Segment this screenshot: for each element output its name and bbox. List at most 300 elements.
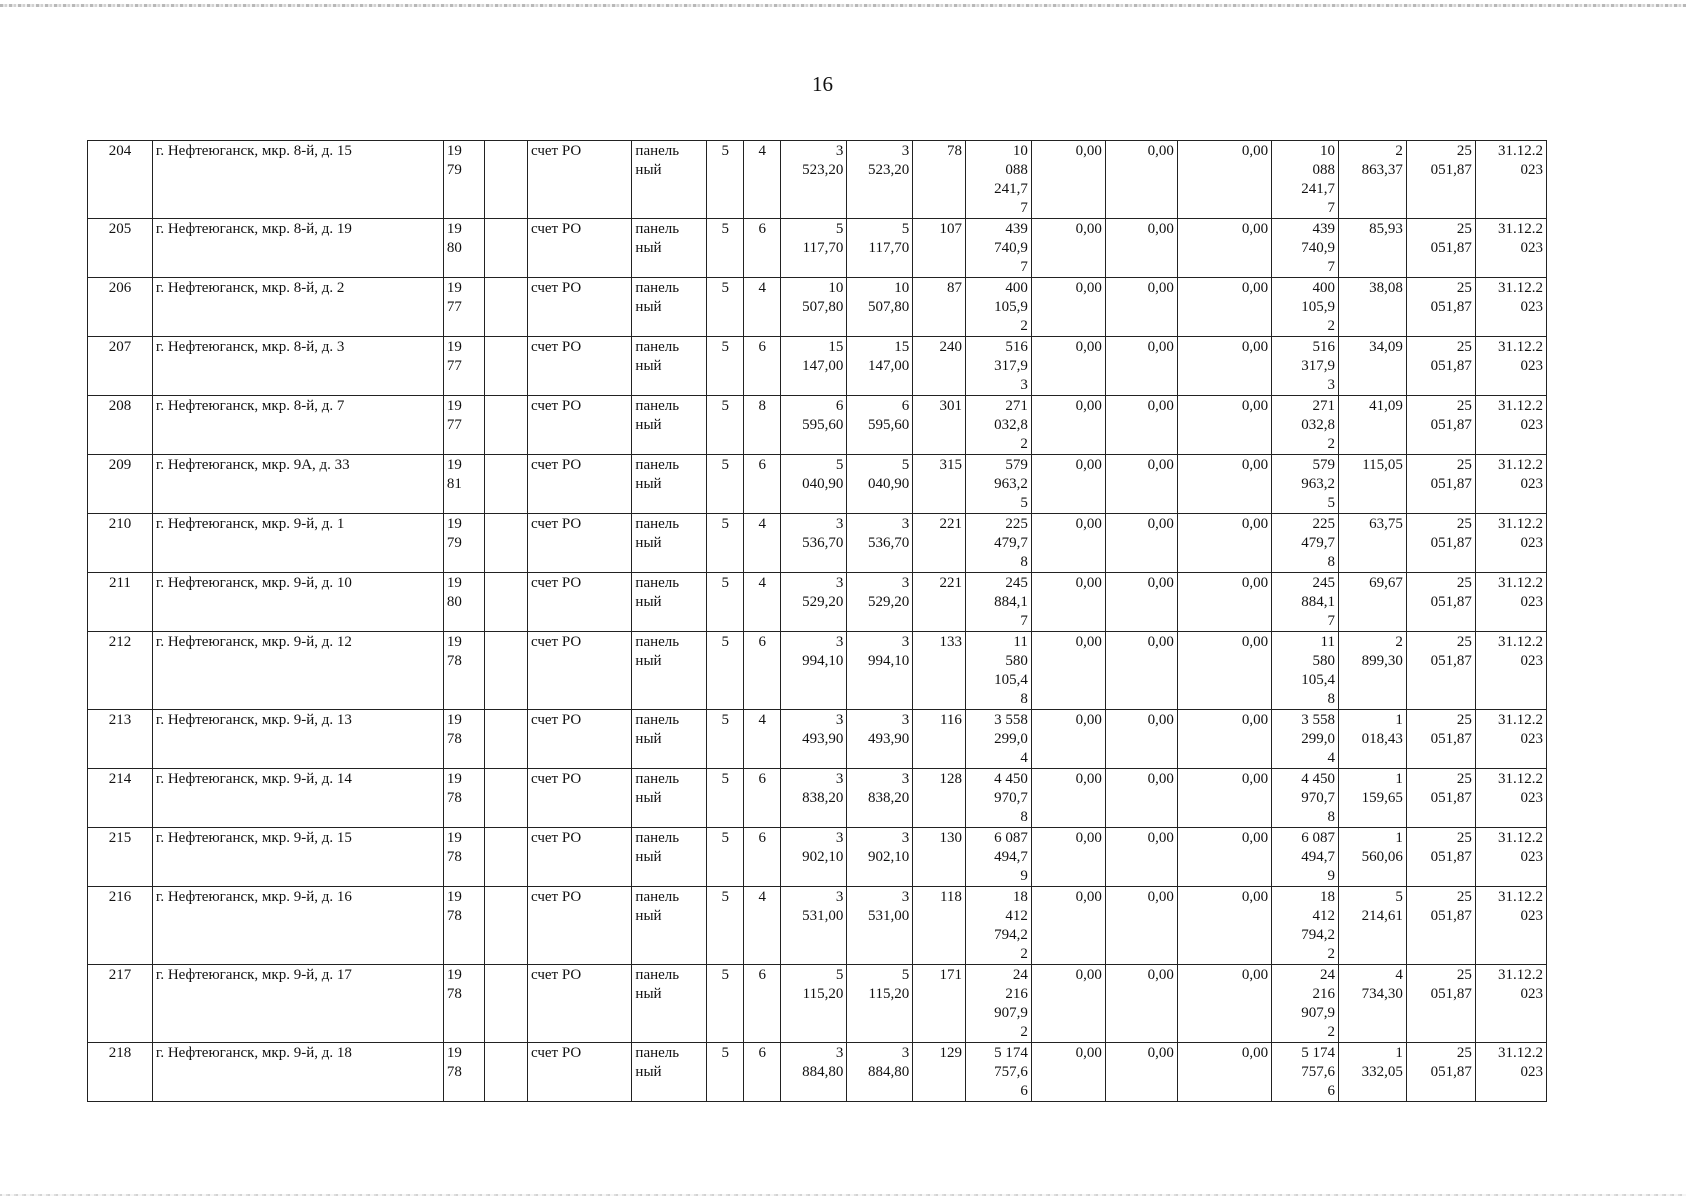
fund-source-1-cell [1031, 1043, 1105, 1102]
row-number-cell [88, 573, 153, 632]
funding-method-cell [528, 710, 632, 769]
repair-cost-cell [965, 219, 1031, 278]
fund-source-2-cell [1105, 219, 1177, 278]
table-row [88, 219, 1547, 278]
residents-text: 133 [939, 634, 962, 650]
funding-method-text: счет РО [531, 280, 582, 296]
wall-material-text: панель ный [635, 830, 680, 865]
funding-method-text: счет РО [531, 1045, 582, 1061]
planned-date-cell [1475, 514, 1546, 573]
planned-date-text: 31.12.2 023 [1498, 143, 1543, 178]
row-number-text: 208 [108, 398, 132, 414]
planned-date-text: 31.12.2 023 [1498, 221, 1543, 256]
total-area-cell [781, 769, 847, 828]
residents-text: 78 [946, 143, 962, 159]
funding-method-cell [528, 278, 632, 337]
living-area-text: 5 115,20 [868, 967, 910, 1002]
address-text: г. Нефтеюганск, мкр. 9-й, д. 10 [155, 575, 352, 591]
fund-source-1-cell [1031, 710, 1105, 769]
fund-source-3-text: 0,00 [1241, 575, 1269, 591]
address-text: г. Нефтеюганск, мкр. 8-й, д. 3 [155, 339, 345, 355]
owners-funds-cell [1272, 1043, 1339, 1102]
cost-limit-cell [1406, 887, 1475, 965]
specific-cost-text: 1 332,05 [1361, 1045, 1403, 1080]
floors-text: 5 [721, 516, 729, 532]
floors-cell [707, 573, 744, 632]
row-number-text: 213 [108, 712, 132, 728]
total-area-cell [781, 887, 847, 965]
specific-cost-cell [1339, 396, 1407, 455]
row-number-text: 218 [108, 1045, 132, 1061]
wall-material-text: панель ный [635, 143, 680, 178]
fund-source-1-cell [1031, 278, 1105, 337]
planned-date-cell [1475, 828, 1546, 887]
fund-source-1-text: 0,00 [1075, 712, 1102, 728]
owners-funds-cell [1272, 514, 1339, 573]
entrances-text: 6 [758, 771, 766, 787]
specific-cost-cell [1339, 219, 1407, 278]
fund-source-1-text: 0,00 [1075, 143, 1102, 159]
fund-source-2-text: 0,00 [1147, 771, 1174, 787]
address-cell [152, 396, 443, 455]
living-area-text: 3 493,90 [867, 712, 910, 747]
repair-cost-cell [965, 455, 1031, 514]
cost-limit-cell [1406, 219, 1475, 278]
planned-date-cell [1475, 1043, 1546, 1102]
cost-limit-text: 25 051,87 [1430, 339, 1472, 374]
fund-source-3-cell [1177, 573, 1271, 632]
living-area-cell [847, 632, 913, 710]
address-cell [152, 455, 443, 514]
cost-limit-cell [1406, 965, 1475, 1043]
year-built-cell [443, 396, 485, 455]
specific-cost-cell [1339, 769, 1407, 828]
address-cell [152, 337, 443, 396]
year-built-text: 19 78 [446, 634, 462, 669]
floors-cell [707, 632, 744, 710]
owners-funds-text: 271 032,8 2 [1301, 398, 1335, 452]
entrances-cell [743, 219, 781, 278]
specific-cost-text: 1 018,43 [1361, 712, 1403, 747]
year-built-cell [443, 632, 485, 710]
owners-funds-cell [1272, 632, 1339, 710]
fund-source-3-text: 0,00 [1241, 830, 1269, 846]
residents-cell [913, 219, 966, 278]
owners-funds-cell [1272, 710, 1339, 769]
cost-limit-cell [1406, 278, 1475, 337]
scan-edge-top [0, 4, 1686, 7]
funding-method-text: счет РО [531, 575, 582, 591]
fund-source-2-text: 0,00 [1147, 457, 1174, 473]
total-area-cell [781, 828, 847, 887]
fund-source-2-text: 0,00 [1147, 143, 1174, 159]
page-number: 16 [812, 72, 833, 96]
address-text: г. Нефтеюганск, мкр. 9А, д. 33 [155, 457, 350, 473]
specific-cost-text: 1 159,65 [1361, 771, 1403, 806]
row-number-text: 204 [108, 143, 132, 159]
floors-text: 5 [721, 280, 729, 296]
row-number-cell [88, 828, 153, 887]
wall-material-cell [632, 887, 707, 965]
row-number-cell [88, 965, 153, 1043]
repair-cost-cell [965, 965, 1031, 1043]
planned-date-text: 31.12.2 023 [1498, 830, 1543, 865]
residents-text: 221 [939, 516, 962, 532]
owners-funds-text: 579 963,2 5 [1301, 457, 1335, 511]
empty-cell [485, 514, 528, 573]
planned-date-text: 31.12.2 023 [1498, 280, 1543, 315]
residents-cell [913, 455, 966, 514]
housing-registry-table [87, 140, 1547, 1102]
fund-source-3-text: 0,00 [1241, 280, 1269, 296]
living-area-cell [847, 219, 913, 278]
specific-cost-cell [1339, 514, 1407, 573]
fund-source-3-cell [1177, 219, 1271, 278]
fund-source-1-cell [1031, 337, 1105, 396]
entrances-cell [743, 769, 781, 828]
floors-text: 5 [721, 830, 729, 846]
floors-cell [707, 396, 744, 455]
entrances-cell [743, 141, 781, 219]
wall-material-cell [632, 455, 707, 514]
repair-cost-text: 225 479,7 8 [994, 516, 1028, 570]
owners-funds-text: 6 087 494,7 9 [1301, 830, 1335, 884]
repair-cost-text: 6 087 494,7 9 [994, 830, 1028, 884]
cost-limit-text: 25 051,87 [1430, 634, 1472, 669]
fund-source-3-cell [1177, 514, 1271, 573]
fund-source-3-text: 0,00 [1241, 457, 1269, 473]
owners-funds-text: 18 412 794,2 2 [1301, 889, 1335, 962]
fund-source-3-text: 0,00 [1241, 339, 1269, 355]
fund-source-1-text: 0,00 [1075, 830, 1102, 846]
owners-funds-cell [1272, 573, 1339, 632]
total-area-cell [781, 632, 847, 710]
floors-cell [707, 337, 744, 396]
total-area-text: 5 115,20 [802, 967, 844, 1002]
row-number-cell [88, 141, 153, 219]
owners-funds-cell [1272, 887, 1339, 965]
floors-text: 5 [721, 143, 729, 159]
living-area-cell [847, 965, 913, 1043]
year-built-cell [443, 573, 485, 632]
cost-limit-cell [1406, 337, 1475, 396]
fund-source-1-cell [1031, 573, 1105, 632]
funding-method-text: счет РО [531, 967, 582, 983]
specific-cost-text: 5 214,61 [1361, 889, 1403, 924]
fund-source-1-cell [1031, 396, 1105, 455]
floors-text: 5 [721, 771, 729, 787]
residents-cell [913, 828, 966, 887]
fund-source-1-text: 0,00 [1075, 221, 1102, 237]
living-area-cell [847, 396, 913, 455]
total-area-text: 3 493,90 [802, 712, 844, 747]
residents-cell [913, 632, 966, 710]
entrances-text: 4 [758, 575, 766, 591]
owners-funds-text: 516 317,9 3 [1301, 339, 1335, 393]
planned-date-text: 31.12.2 023 [1498, 712, 1543, 747]
fund-source-1-text: 0,00 [1075, 516, 1102, 532]
living-area-text: 15 147,00 [867, 339, 910, 374]
residents-cell [913, 514, 966, 573]
funding-method-text: счет РО [531, 516, 582, 532]
total-area-cell [781, 573, 847, 632]
row-number-text: 217 [108, 967, 132, 983]
specific-cost-text: 41,09 [1369, 398, 1403, 414]
floors-cell [707, 514, 744, 573]
planned-date-text: 31.12.2 023 [1498, 967, 1543, 1002]
year-built-text: 19 81 [446, 457, 462, 492]
funding-method-cell [528, 965, 632, 1043]
residents-cell [913, 1043, 966, 1102]
fund-source-3-text: 0,00 [1241, 634, 1269, 650]
specific-cost-text: 2 899,30 [1361, 634, 1403, 669]
fund-source-2-cell [1105, 141, 1177, 219]
living-area-text: 3 902,10 [867, 830, 910, 865]
fund-source-1-cell [1031, 514, 1105, 573]
entrances-text: 6 [758, 830, 766, 846]
address-text: г. Нефтеюганск, мкр. 9-й, д. 16 [155, 889, 352, 905]
owners-funds-cell [1272, 219, 1339, 278]
fund-source-1-text: 0,00 [1075, 575, 1102, 591]
year-built-cell [443, 219, 485, 278]
fund-source-3-cell [1177, 455, 1271, 514]
floors-text: 5 [721, 398, 729, 414]
floors-cell [707, 828, 744, 887]
funding-method-text: счет РО [531, 143, 582, 159]
total-area-cell [781, 141, 847, 219]
fund-source-2-text: 0,00 [1147, 967, 1174, 983]
living-area-text: 5 040,90 [867, 457, 910, 492]
planned-date-text: 31.12.2 023 [1498, 634, 1543, 669]
fund-source-1-text: 0,00 [1075, 398, 1102, 414]
specific-cost-text: 1 560,06 [1361, 830, 1403, 865]
empty-cell [485, 141, 528, 219]
fund-source-3-text: 0,00 [1241, 221, 1269, 237]
owners-funds-text: 5 174 757,6 6 [1301, 1045, 1335, 1099]
table-row [88, 710, 1547, 769]
fund-source-3-cell [1177, 965, 1271, 1043]
empty-cell [485, 710, 528, 769]
empty-cell [485, 219, 528, 278]
total-area-cell [781, 1043, 847, 1102]
planned-date-cell [1475, 965, 1546, 1043]
year-built-cell [443, 514, 485, 573]
entrances-cell [743, 965, 781, 1043]
fund-source-2-text: 0,00 [1147, 830, 1174, 846]
owners-funds-text: 4 450 970,7 8 [1301, 771, 1335, 825]
owners-funds-text: 245 884,1 7 [1301, 575, 1335, 629]
cost-limit-text: 25 051,87 [1430, 457, 1472, 492]
entrances-cell [743, 278, 781, 337]
owners-funds-text: 3 558 299,0 4 [1301, 712, 1335, 766]
wall-material-cell [632, 141, 707, 219]
planned-date-text: 31.12.2 023 [1498, 339, 1543, 374]
fund-source-2-cell [1105, 455, 1177, 514]
cost-limit-text: 25 051,87 [1430, 967, 1472, 1002]
entrances-cell [743, 396, 781, 455]
repair-cost-cell [965, 573, 1031, 632]
living-area-cell [847, 769, 913, 828]
floors-text: 5 [721, 967, 729, 983]
table-row [88, 396, 1547, 455]
fund-source-3-cell [1177, 396, 1271, 455]
year-built-text: 19 78 [446, 830, 462, 865]
wall-material-text: панель ный [635, 221, 680, 256]
residents-text: 87 [946, 280, 962, 296]
year-built-cell [443, 1043, 485, 1102]
fund-source-2-text: 0,00 [1147, 712, 1174, 728]
funding-method-text: счет РО [531, 889, 582, 905]
fund-source-3-cell [1177, 769, 1271, 828]
total-area-text: 10 507,80 [802, 280, 844, 315]
row-number-cell [88, 710, 153, 769]
living-area-text: 3 531,00 [867, 889, 910, 924]
year-built-text: 19 77 [446, 398, 462, 433]
fund-source-2-cell [1105, 828, 1177, 887]
floors-text: 5 [721, 575, 729, 591]
entrances-text: 4 [758, 280, 766, 296]
cost-limit-text: 25 051,87 [1430, 516, 1472, 551]
row-number-text: 211 [108, 575, 131, 591]
planned-date-cell [1475, 455, 1546, 514]
entrances-text: 6 [758, 339, 766, 355]
entrances-text: 6 [758, 221, 766, 237]
year-built-cell [443, 337, 485, 396]
funding-method-cell [528, 828, 632, 887]
specific-cost-cell [1339, 828, 1407, 887]
address-cell [152, 710, 443, 769]
cost-limit-text: 25 051,87 [1430, 575, 1472, 610]
owners-funds-cell [1272, 828, 1339, 887]
fund-source-2-cell [1105, 887, 1177, 965]
empty-cell [485, 828, 528, 887]
entrances-cell [743, 887, 781, 965]
residents-text: 240 [939, 339, 962, 355]
empty-cell [485, 396, 528, 455]
repair-cost-cell [965, 828, 1031, 887]
planned-date-text: 31.12.2 023 [1498, 1045, 1543, 1080]
fund-source-2-cell [1105, 514, 1177, 573]
living-area-text: 3 994,10 [867, 634, 910, 669]
total-area-text: 5 117,70 [802, 221, 844, 256]
planned-date-text: 31.12.2 023 [1498, 575, 1543, 610]
year-built-cell [443, 887, 485, 965]
wall-material-cell [632, 573, 707, 632]
specific-cost-text: 2 863,37 [1361, 143, 1403, 178]
empty-cell [485, 278, 528, 337]
repair-cost-text: 10 088 241,7 7 [994, 143, 1028, 216]
fund-source-2-text: 0,00 [1147, 339, 1174, 355]
repair-cost-text: 3 558 299,0 4 [994, 712, 1028, 766]
funding-method-cell [528, 455, 632, 514]
address-text: г. Нефтеюганск, мкр. 9-й, д. 1 [155, 516, 345, 532]
year-built-cell [443, 455, 485, 514]
planned-date-cell [1475, 769, 1546, 828]
entrances-cell [743, 455, 781, 514]
total-area-cell [781, 278, 847, 337]
planned-date-cell [1475, 219, 1546, 278]
cost-limit-cell [1406, 396, 1475, 455]
living-area-text: 3 884,80 [867, 1045, 910, 1080]
floors-text: 5 [721, 889, 729, 905]
total-area-text: 3 536,70 [802, 516, 844, 551]
table-row [88, 514, 1547, 573]
fund-source-2-text: 0,00 [1147, 575, 1174, 591]
floors-text: 5 [721, 712, 729, 728]
fund-source-1-text: 0,00 [1075, 771, 1102, 787]
fund-source-3-text: 0,00 [1241, 143, 1269, 159]
living-area-cell [847, 1043, 913, 1102]
fund-source-2-text: 0,00 [1147, 221, 1174, 237]
wall-material-cell [632, 514, 707, 573]
wall-material-text: панель ный [635, 280, 680, 315]
fund-source-3-text: 0,00 [1241, 398, 1269, 414]
planned-date-text: 31.12.2 023 [1498, 516, 1543, 551]
repair-cost-cell [965, 278, 1031, 337]
wall-material-cell [632, 965, 707, 1043]
fund-source-3-cell [1177, 887, 1271, 965]
empty-cell [485, 887, 528, 965]
row-number-cell [88, 514, 153, 573]
owners-funds-text: 439 740,9 7 [1301, 221, 1335, 275]
fund-source-1-text: 0,00 [1075, 889, 1102, 905]
fund-source-2-cell [1105, 632, 1177, 710]
residents-text: 129 [939, 1045, 962, 1061]
funding-method-cell [528, 887, 632, 965]
row-number-text: 206 [108, 280, 132, 296]
table-row [88, 828, 1547, 887]
table-row [88, 278, 1547, 337]
table-row [88, 965, 1547, 1043]
table-row [88, 337, 1547, 396]
scan-edge-bottom [0, 1194, 1686, 1196]
fund-source-3-cell [1177, 828, 1271, 887]
living-area-cell [847, 455, 913, 514]
wall-material-cell [632, 1043, 707, 1102]
fund-source-2-text: 0,00 [1147, 889, 1174, 905]
fund-source-1-text: 0,00 [1075, 1045, 1102, 1061]
residents-text: 171 [939, 967, 962, 983]
row-number-cell [88, 887, 153, 965]
total-area-cell [781, 337, 847, 396]
fund-source-2-cell [1105, 769, 1177, 828]
wall-material-cell [632, 710, 707, 769]
residents-text: 221 [939, 575, 962, 591]
year-built-text: 19 78 [446, 712, 462, 747]
table-row [88, 1043, 1547, 1102]
total-area-text: 6 595,60 [802, 398, 844, 433]
table-row [88, 141, 1547, 219]
cost-limit-cell [1406, 632, 1475, 710]
living-area-text: 3 838,20 [867, 771, 910, 806]
fund-source-3-cell [1177, 632, 1271, 710]
fund-source-2-text: 0,00 [1147, 1045, 1174, 1061]
residents-text: 118 [939, 889, 962, 905]
total-area-cell [781, 455, 847, 514]
wall-material-cell [632, 278, 707, 337]
total-area-cell [781, 396, 847, 455]
entrances-text: 4 [758, 516, 766, 532]
address-cell [152, 965, 443, 1043]
residents-cell [913, 396, 966, 455]
year-built-text: 19 78 [446, 1045, 462, 1080]
fund-source-3-text: 0,00 [1241, 967, 1269, 983]
fund-source-1-cell [1031, 455, 1105, 514]
owners-funds-text: 24 216 907,9 2 [1301, 967, 1335, 1040]
total-area-cell [781, 965, 847, 1043]
wall-material-text: панель ный [635, 967, 680, 1002]
funding-method-text: счет РО [531, 634, 582, 650]
